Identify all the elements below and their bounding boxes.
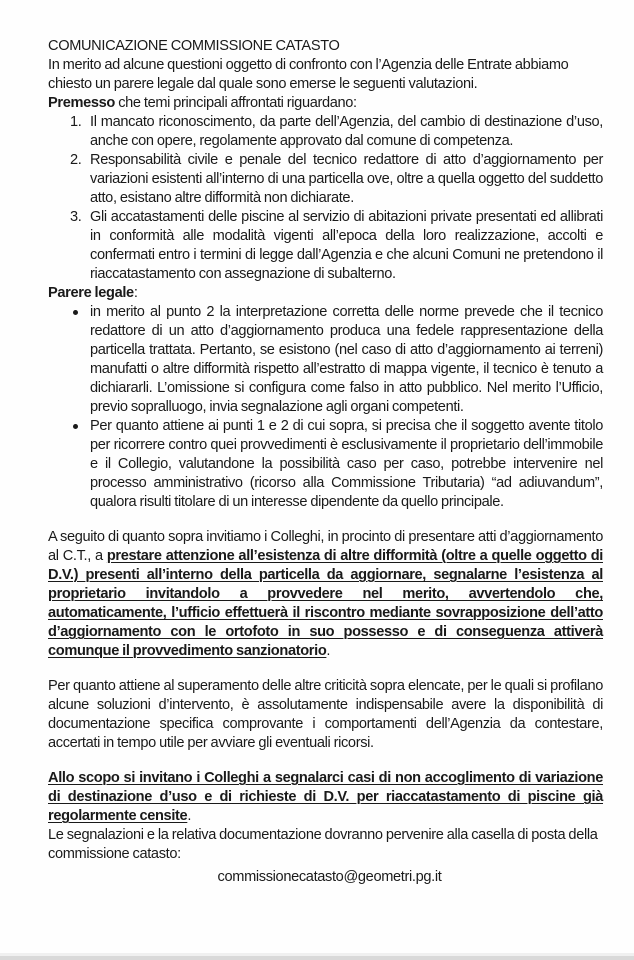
bottom-edge: [0, 956, 634, 960]
numbered-list-item: [48, 208, 603, 284]
invito-emphasis: prestare attenzione all’esistenza di altre difformità (oltre a quelle oggetto di D.V.) presenti all’interno della particella da aggiornare, segnalarne l’esistenza al proprietario invitandolo a provvedere nel merito, avvertendolo che, automaticamente, l’ufficio effettuerà il riscontro mediante sovrapposizione dell’atto d’aggiornamento con le ortofoto in suo possesso e di conseguenza attiverà comunque il provvedimento sanzionatorio: [48, 548, 603, 659]
list-item-text: Per quanto attiene ai punti 1 e 2 di cui sopra, si precisa che il soggetto avente titolo per ricorrere contro quei provvedimenti è esclusivamente il proprietario dell’immobile e il Collegio, valutandone la possibilità caso per caso, potrebbe intervenire nel processo amministrativo (ricorso alla Commissione Tributaria) “ad adiuvandum”, qualora risulti titolare di un interesse dipendente da quello principale.: [90, 418, 603, 510]
invito-paragraph: [48, 528, 603, 661]
bullet-icon: [73, 424, 78, 429]
paragraph-spacer: [48, 512, 603, 528]
list-number: 1.: [70, 114, 82, 130]
invito-lead: A seguito di quanto sopra invitiamo i Colleghi, in procinto di presentare atti d’aggiornamento al C.T., a: [48, 529, 603, 564]
premesso-text: che temi principali affrontati riguardano:: [114, 95, 357, 111]
premesso-numbered-list: [48, 113, 603, 284]
intro-paragraph: In merito ad alcune questioni oggetto di confronto con l’Agenzia delle Entrate abbiamo chiesto un parere legale dal quale sono emerse le seguenti valutazioni.: [48, 57, 569, 92]
segnalazioni-paragraph: Le segnalazioni e la relativa documentazione dovranno pervenire alla casella di posta della commissione catasto:: [48, 827, 598, 862]
list-item-text: Il mancato riconoscimento, da parte dell’Agenzia, del cambio di destinazione d’uso, anche con opere, regolamente approvato dal comune di competenza.: [90, 114, 603, 149]
bullet-list-item: [48, 303, 603, 417]
list-item-text: Gli accatastamenti delle piscine al servizio di abitazioni private presentati ed allibrati in conformità alle modalità vigenti all’epoca della loro realizzazione, accolti e confermati entro i termini di legge dall’Agenzia e che alcuni Comuni ne pretendono il riaccatastamento con assegnazione di subalterno.: [90, 209, 603, 282]
parere-colon: :: [133, 285, 138, 301]
paragraph-spacer: [48, 661, 603, 677]
list-number: 2.: [70, 152, 82, 168]
bullet-icon: [73, 310, 78, 315]
contact-email[interactable]: commissionecatasto@geometri.pg.it: [217, 869, 442, 885]
list-item-text: Responsabilità civile e penale del tecnico redattore di atto d’aggiornamento per variazioni esistenti all’interno di una particella ove, oltre a quella oggetto del suddetto atto, esistano altre difformità non dichiarate.: [90, 152, 603, 206]
document-body: [48, 37, 603, 887]
invito-tail: .: [326, 643, 331, 659]
list-number: 3.: [70, 209, 82, 225]
premesso-label: Premesso: [48, 95, 115, 111]
parere-bullet-list: [48, 303, 603, 512]
scopo-tail: .: [187, 808, 192, 824]
paragraph-spacer: [48, 753, 603, 769]
document-title: COMUNICAZIONE COMMISSIONE CATASTO: [48, 38, 340, 54]
criticita-paragraph: Per quanto attiene al superamento delle altre criticità sopra elencate, per le quali si profilano alcune soluzioni d’intervento, è assolutamente indispensabile avere la disponibilità di documentazione specifica comprovante i comportamenti dell’Agenzia da contestare, accertati in tempo utile per avviare gli eventuali ricorsi.: [48, 678, 603, 751]
bullet-list-item: [48, 417, 603, 512]
parere-heading: [48, 284, 603, 303]
numbered-list-item: [48, 113, 603, 151]
scopo-emphasis: Allo scopo si invitano i Colleghi a segnalarci casi di non accoglimento di variazione di destinazione d’uso e di richieste di D.V. per riaccatastamento di piscine già regolarmente censite: [48, 770, 603, 824]
numbered-list-item: [48, 151, 603, 208]
parere-label: Parere legale: [48, 285, 134, 301]
list-item-text: in merito al punto 2 la interpretazione corretta delle norme prevede che il tecnico redattore di un atto d’aggiornamento produca una fedele rappresentazione della particella trattata. Pertanto, se esistono (nel caso di atto d’aggiornamento ai terreni) manufatti o altre difformità rispetto all’estratto di mappa vigente, il tecnico è tenuto a dichiararli. L’omissione si configura come falso in atto pubblico. Nel merito l’Ufficio, previo sopralluogo, invia segnalazione agli organi competenti.: [90, 304, 603, 415]
premesso-paragraph: [48, 94, 603, 113]
scopo-paragraph: [48, 769, 603, 826]
